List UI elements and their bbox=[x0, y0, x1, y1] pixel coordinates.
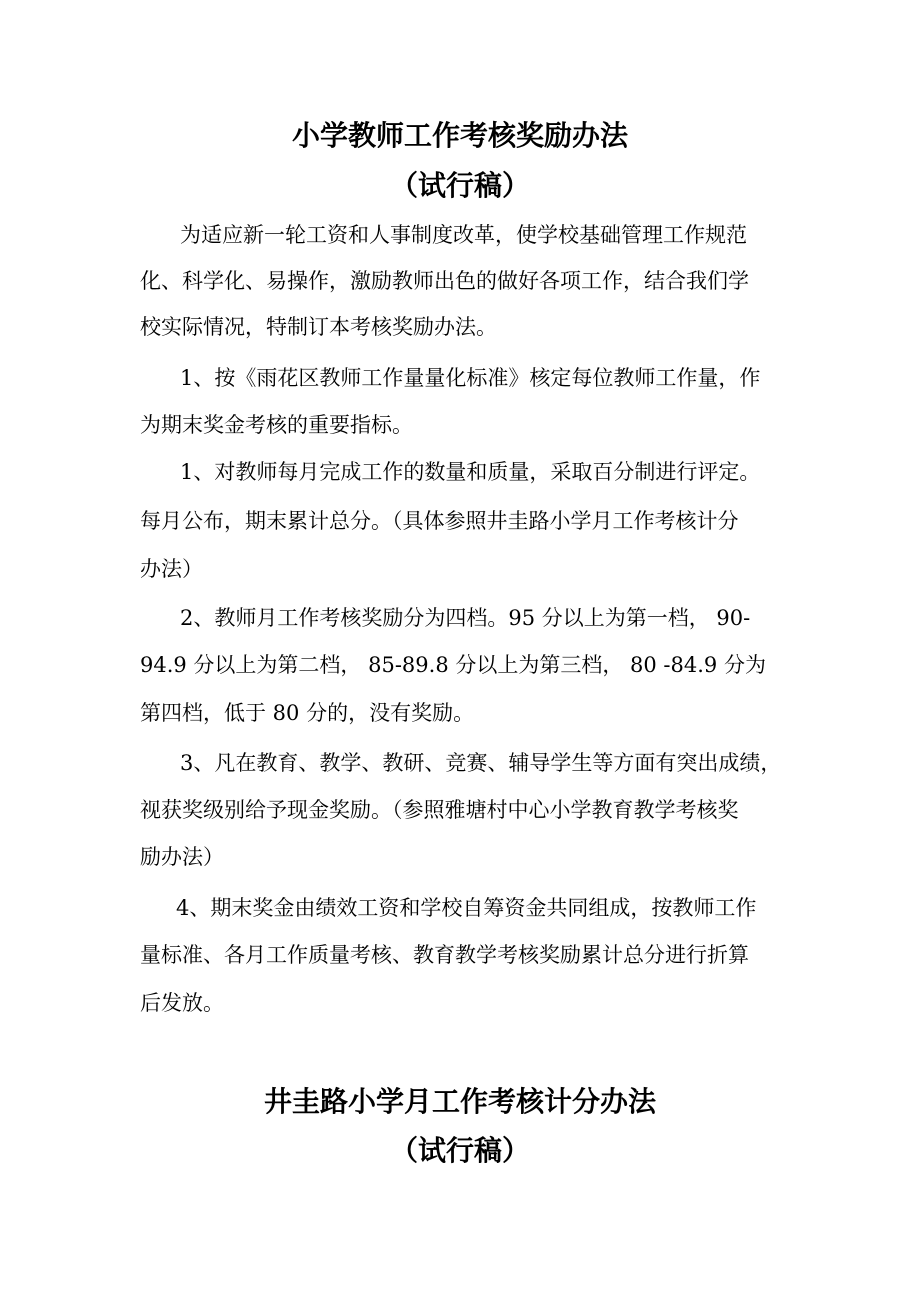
item-c-line-1: 2、教师月工作考核奖励分为四档。95 分以上为第一档， 90- bbox=[180, 606, 751, 630]
second-document-subtitle: （试行稿） bbox=[389, 1134, 530, 1167]
item-a-line-2: 为期末奖金考核的重要指标。 bbox=[140, 413, 413, 437]
item-d-line-1: 3、凡在教育、教学、教研、竞赛、辅导学生等方面有突出成绩， bbox=[180, 751, 782, 775]
document-subtitle: （试行稿） bbox=[389, 169, 530, 202]
item-e-line-3: 后发放。 bbox=[140, 991, 224, 1015]
item-e-line-2: 量标准、各月工作质量考核、教育教学考核奖励累计总分进行折算 bbox=[140, 943, 749, 967]
second-document-title: 井圭路小学月工作考核计分办法 bbox=[263, 1085, 656, 1118]
item-d-line-2: 视获奖级别给予现金奖励。（参照雅塘村中心小学教育教学考核奖 bbox=[140, 798, 739, 822]
item-b-line-3: 办法） bbox=[140, 557, 203, 581]
intro-line-1: 为适应新一轮工资和人事制度改革，使学校基础管理工作规范 bbox=[180, 223, 747, 247]
intro-line-3: 校实际情况，特制订本考核奖励办法。 bbox=[140, 315, 497, 339]
item-b-line-2: 每月公布，期末累计总分。（具体参照井圭路小学月工作考核计分 bbox=[140, 509, 739, 533]
item-d-line-3: 励办法） bbox=[140, 845, 224, 869]
item-c-line-2: 94.9 分以上为第二档， 85-89.8 分以上为第三档， 80 -84.9 分为 bbox=[140, 653, 766, 677]
intro-line-2: 化、科学化、易操作，激励教师出色的做好各项工作，结合我们学 bbox=[140, 269, 749, 293]
item-c-line-3: 第四档，低于 80 分的，没有奖励。 bbox=[140, 701, 475, 725]
item-a-line-1: 1、按《雨花区教师工作量量化标准》核定每位教师工作量，作 bbox=[180, 366, 761, 390]
item-e-line-1: 4、期末奖金由绩效工资和学校自筹资金共同组成，按教师工作 bbox=[176, 896, 757, 920]
document-title: 小学教师工作考核奖励办法 bbox=[291, 119, 628, 152]
item-b-line-1: 1、对教师每月完成工作的数量和质量，采取百分制进行评定。 bbox=[180, 460, 761, 484]
